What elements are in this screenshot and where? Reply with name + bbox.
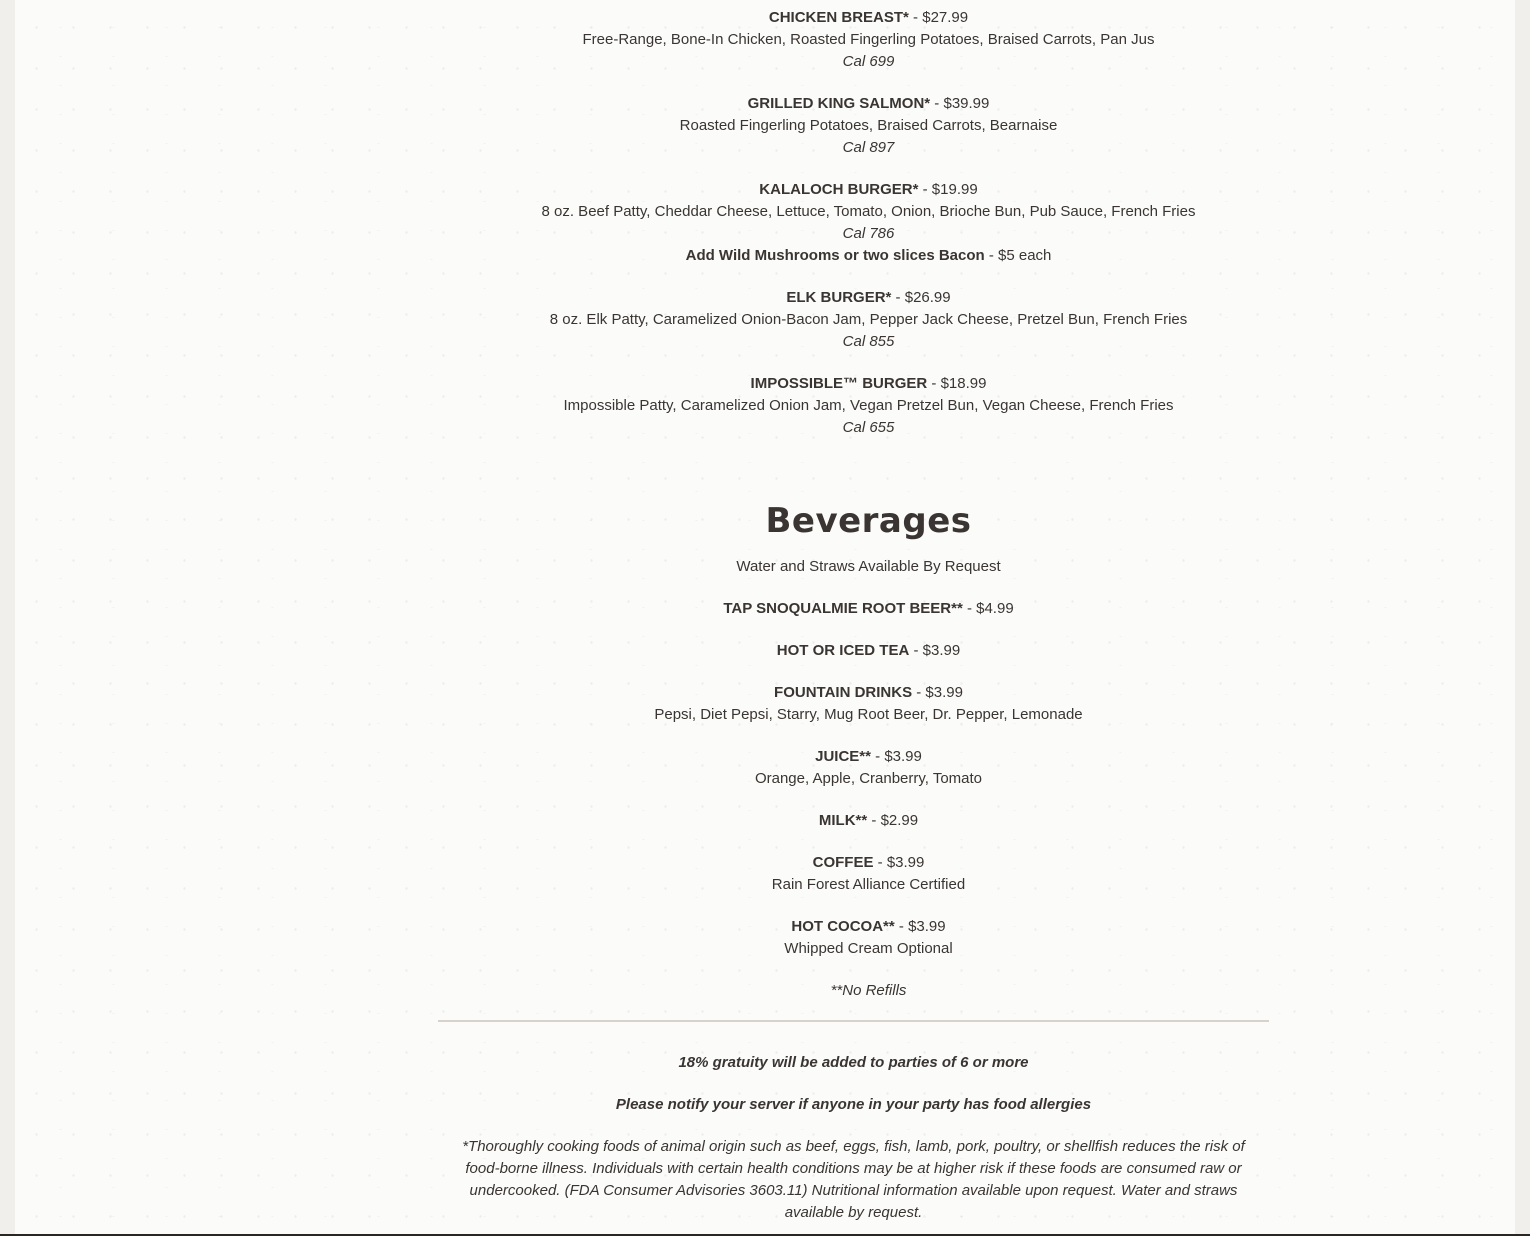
food-safety-disclaimer: *Thoroughly cooking foods of animal origin such as beef, eggs, fish, lamb, pork, poultry, or shellfish reduces the risk of food-borne illness. Individuals with certain health conditions may be at higher risk if these foods are consumed raw or undercooked. (FDA Consumer Advisories 3603.11) Nutritional information available upon request. Water and straws available by request. (462, 1138, 1245, 1221)
item-price: - $2.99 (867, 812, 919, 829)
item-calories: Cal 897 (842, 139, 895, 156)
item-price: - $3.99 (912, 684, 963, 701)
item-description: 8 oz. Elk Patty, Caramelized Onion-Bacon Jam, Pepper Jack Cheese, Pretzel Bun, French Fries (549, 311, 1188, 328)
item-name: COFFEE (812, 854, 874, 871)
item-price: - $3.99 (909, 642, 961, 659)
item-name: FOUNTAIN DRINKS (774, 684, 913, 701)
item-description: Orange, Apple, Cranberry, Tomato (754, 770, 983, 787)
item-price: - $27.99 (908, 9, 969, 26)
item-name: IMPOSSIBLE™ BURGER (750, 375, 928, 392)
menu-item-impossible-burger (453, 373, 1284, 439)
footer-notes (438, 1052, 1269, 1224)
item-description: Roasted Fingerling Potatoes, Braised Carrots, Bearnaise (679, 117, 1058, 134)
addon-price: - $5 each (984, 247, 1052, 264)
beverage-root-beer (453, 598, 1284, 620)
item-price: - $19.99 (918, 181, 978, 198)
item-name: GRILLED KING SALMON* (747, 95, 931, 112)
item-description: Impossible Patty, Caramelized Onion Jam, Vegan Pretzel Bun, Vegan Cheese, French Fries (563, 397, 1174, 414)
item-price: - $4.99 (962, 600, 1014, 617)
beverage-fountain-drinks (453, 682, 1284, 726)
item-description: Free-Range, Bone-In Chicken, Roasted Fingerling Potatoes, Braised Carrots, Pan Jus (582, 31, 1155, 48)
addon-name: Add Wild Mushrooms or two slices Bacon (685, 247, 985, 264)
item-name: MILK** (818, 812, 868, 829)
menu-item-grilled-king-salmon (453, 93, 1284, 159)
item-calories: Cal 699 (842, 53, 895, 70)
item-description: Rain Forest Alliance Certified (771, 876, 966, 893)
beverage-coffee (453, 852, 1284, 896)
menu-item-kalaloch-burger (453, 179, 1284, 267)
item-price: - $3.99 (873, 854, 925, 871)
divider (438, 1020, 1269, 1022)
menu-page (15, 0, 1515, 1234)
item-price: - $26.99 (891, 289, 951, 306)
beverage-hot-cocoa (453, 916, 1284, 960)
menu-item-chicken-breast (453, 7, 1284, 73)
no-refills-note: **No Refills (830, 982, 907, 999)
item-name: JUICE** (815, 748, 871, 765)
item-description: 8 oz. Beef Patty, Cheddar Cheese, Lettuce, Tomato, Onion, Brioche Bun, Pub Sauce, French Fries (541, 203, 1196, 220)
section-title-beverages: Beverages (765, 501, 972, 541)
beverage-milk (453, 810, 1284, 832)
item-name: TAP SNOQUALMIE ROOT BEER** (723, 600, 963, 617)
item-price: - $18.99 (927, 375, 987, 392)
menu-item-elk-burger (453, 287, 1284, 353)
item-price: - $39.99 (930, 95, 990, 112)
section-subtitle: Water and Straws Available By Request (736, 558, 1001, 575)
item-name: ELK BURGER* (786, 289, 892, 306)
item-name: HOT COCOA** (791, 918, 895, 935)
item-addon (453, 245, 1284, 267)
gratuity-note: 18% gratuity will be added to parties of 6 or more (678, 1054, 1029, 1071)
item-name: CHICKEN BREAST* (768, 9, 909, 26)
item-description: Pepsi, Diet Pepsi, Starry, Mug Root Beer, Dr. Pepper, Lemonade (654, 706, 1083, 723)
item-calories: Cal 855 (842, 333, 895, 350)
beverage-tea (453, 640, 1284, 662)
beverage-juice (453, 746, 1284, 790)
item-calories: Cal 655 (842, 419, 895, 436)
item-price: - $3.99 (870, 748, 922, 765)
allergy-note: Please notify your server if anyone in your party has food allergies (615, 1096, 1092, 1113)
item-name: HOT OR ICED TEA (776, 642, 910, 659)
menu-column (453, 7, 1284, 1002)
item-price: - $3.99 (894, 918, 946, 935)
item-description: Whipped Cream Optional (784, 940, 953, 957)
item-calories: Cal 786 (842, 225, 895, 242)
item-name: KALALOCH BURGER* (759, 181, 919, 198)
